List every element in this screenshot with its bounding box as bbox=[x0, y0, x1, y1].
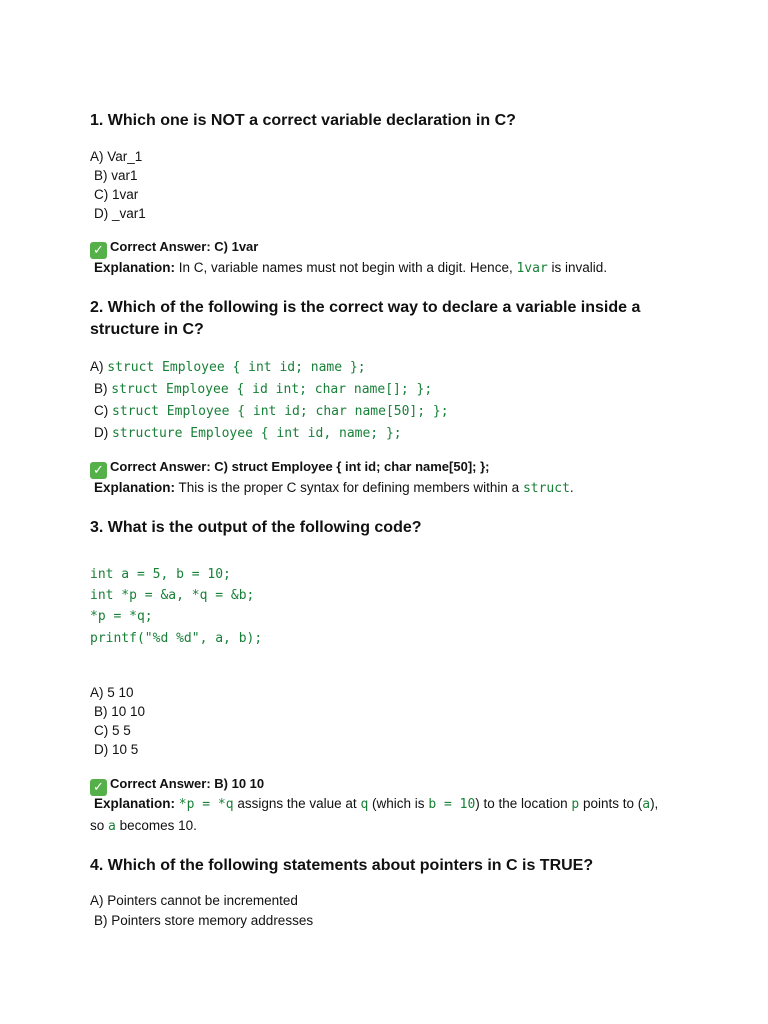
q3-explanation bbox=[94, 794, 658, 815]
q3-explanation-line-2 bbox=[90, 816, 197, 837]
q3-expl-text: so bbox=[90, 818, 105, 833]
q3-code-line: int *p = &a, *q = &b; bbox=[90, 588, 255, 603]
q2-option-c bbox=[94, 401, 449, 421]
q2-option-b-code: struct Employee { id int; char name[]; }; bbox=[111, 382, 433, 397]
check-mark-icon: ✓ bbox=[90, 462, 107, 479]
q1-correct-answer bbox=[90, 238, 258, 259]
q3-expl-code: *p = *q bbox=[178, 797, 234, 812]
q3-correct-answer bbox=[90, 775, 264, 796]
q3-code-line: int a = 5, b = 10; bbox=[90, 567, 231, 582]
q2-option-c-prefix: C) bbox=[94, 403, 109, 418]
q3-expl-label: Explanation: bbox=[94, 796, 176, 811]
q3-expl-text: points to ( bbox=[582, 796, 643, 811]
question-3-title: 3. What is the output of the following code? bbox=[90, 519, 422, 536]
q2-expl-code: struct bbox=[522, 481, 570, 496]
q2-option-d bbox=[94, 423, 402, 443]
q2-option-c-code: struct Employee { int id; char name[50]; }; bbox=[112, 404, 449, 419]
q3-expl-text: (which is bbox=[372, 796, 425, 811]
check-mark-icon: ✓ bbox=[90, 242, 107, 259]
q2-explanation bbox=[94, 478, 574, 499]
q3-expl-code: p bbox=[571, 797, 580, 812]
q2-option-b-prefix: B) bbox=[94, 381, 108, 396]
q3-expl-code: a bbox=[642, 797, 651, 812]
q2-expl-text-end: . bbox=[569, 480, 574, 495]
q2-expl-label: Explanation: bbox=[94, 480, 176, 495]
q1-expl-code: 1var bbox=[516, 261, 548, 276]
q3-expl-text: ) to the location bbox=[475, 796, 568, 811]
q4-option-a: A) Pointers cannot be incremented bbox=[90, 893, 298, 908]
q3-expl-code: b = 10 bbox=[428, 797, 476, 812]
question-2-title: 2. Which of the following is the correct way to declare a variable inside a structure in C? bbox=[90, 299, 641, 338]
q4-option-b: B) Pointers store memory addresses bbox=[94, 913, 314, 928]
q1-answer-text: Correct Answer: C) 1var bbox=[110, 239, 259, 254]
q3-code-line: *p = *q; bbox=[90, 609, 153, 624]
check-mark-icon: ✓ bbox=[90, 779, 107, 796]
q1-option-b: B) var1 bbox=[94, 168, 138, 183]
q2-option-a-code: struct Employee { int id; name }; bbox=[107, 360, 366, 375]
q2-option-b bbox=[94, 379, 432, 399]
q1-option-a: A) Var_1 bbox=[90, 149, 143, 164]
q2-option-d-code: structure Employee { int id, name; }; bbox=[112, 426, 402, 441]
q3-expl-text: becomes 10. bbox=[119, 818, 197, 833]
q3-answer-text: Correct Answer: B) 10 10 bbox=[110, 776, 265, 791]
q3-option-d: D) 10 5 bbox=[94, 742, 139, 757]
q1-expl-text-end: is invalid. bbox=[551, 260, 608, 275]
q2-correct-answer bbox=[90, 458, 490, 479]
q3-expl-text: assigns the value at bbox=[237, 796, 357, 811]
q3-expl-code: a bbox=[108, 819, 116, 834]
q2-answer-text: Correct Answer: C) struct Employee { int id; char name[50]; }; bbox=[110, 459, 490, 474]
q3-option-a: A) 5 10 bbox=[90, 685, 134, 700]
q3-option-b: B) 10 10 bbox=[94, 704, 146, 719]
q1-option-d: D) _var1 bbox=[94, 206, 146, 221]
q3-code-line: printf("%d %d", a, b); bbox=[90, 631, 263, 646]
q3-option-c: C) 5 5 bbox=[94, 723, 131, 738]
q2-option-a-prefix: A) bbox=[90, 359, 104, 374]
q1-expl-text: In C, variable names must not begin with a digit. Hence, bbox=[178, 260, 513, 275]
q2-option-d-prefix: D) bbox=[94, 425, 109, 440]
q1-option-c: C) 1var bbox=[94, 187, 139, 202]
q2-expl-text: This is the proper C syntax for defining members within a bbox=[178, 480, 520, 495]
q2-option-a bbox=[90, 357, 366, 377]
q3-expl-text: ), bbox=[650, 796, 659, 811]
q3-expl-code: q bbox=[360, 797, 369, 812]
q1-expl-label: Explanation: bbox=[94, 260, 176, 275]
q1-explanation bbox=[94, 258, 607, 279]
question-4-title: 4. Which of the following statements about pointers in C is TRUE? bbox=[90, 857, 594, 874]
question-1-title: 1. Which one is NOT a correct variable declaration in C? bbox=[90, 112, 516, 129]
